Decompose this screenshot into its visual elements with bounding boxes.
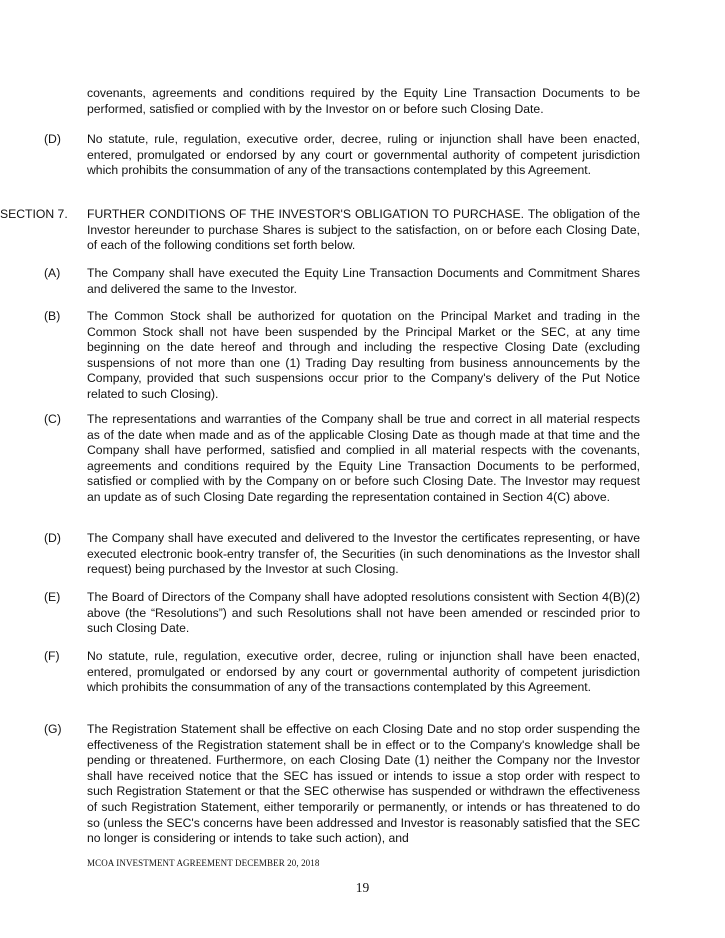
page-number: 19 [355,880,370,895]
section-label: SECTION 7. [0,207,68,221]
paragraph-g: The Registration Statement shall be effective on each Closing Date and no stop order suspending the effectiveness of the Registration statement shall be in effect or to the Company's knowledge shall be pending or threatened. Furthermore, on each Closing Date (1) neither the Company nor the Investor shall have received notice that the SEC has issued or intends to issue a stop order with respect to such Registration Statement or that the SEC otherwise has suspended or withdrawn the effectiveness of such Registration Statement, either temporarily or permanently, or intends or has threatened to do so (unless the SEC's concerns have been addressed and Investor is reasonably satisfied that the SEC no longer is considering or intends to take such action), and [87,722,640,846]
paragraph-b: The Common Stock shall be authorized for quotation on the Principal Market and trading in the Common Stock shall not have been suspended by the Principal Market or the SEC, at any time beginning on the date hereof and through and including the respective Closing Date (excluding suspensions of not more than one (1) Trading Day resulting from business announcements by the Company, provided that such suspensions occur prior to the Company's delivery of the Put Notice related to such Closing). [87,309,640,401]
paragraph-e: The Board of Directors of the Company shall have adopted resolutions consistent with Section 4(B)(2) above (the “Resolutions”) and such Resolutions shall not have been amended or rescinded prior to such Closing Date. [87,590,640,636]
paragraph-f: No statute, rule, regulation, executive order, decree, ruling or injunction shall have been enacted, entered, promulgated or endorsed by any court or governmental authority of competent jurisdiction which prohibits the consummation of any of the transactions contemplated by this Agreement. [87,649,640,695]
item-label-d: (D) [44,132,61,146]
document-footer: MCOA INVESTMENT AGREEMENT DECEMBER 20, 2018 [87,858,320,868]
paragraph-a: The Company shall have executed the Equity Line Transaction Documents and Commitment Shares and delivered the same to the Investor. [87,266,640,296]
section-7-paragraph: FURTHER CONDITIONS OF THE INVESTOR'S OBLIGATION TO PURCHASE. The obligation of the Investor hereunder to purchase Shares is subject to the satisfaction, on or before each Closing Date, of each of the following conditions set forth below. [87,207,640,253]
paragraph-d2: The Company shall have executed and delivered to the Investor the certificates representing, or have executed electronic book-entry transfer of, the Securities (in such denominations as the Investor shall request) being purchased by the Investor at such Closing. [87,531,640,577]
paragraph-continuation: covenants, agreements and conditions required by the Equity Line Transaction Documents to be performed, satisfied or complied with by the Investor on or before such Closing Date. [87,86,640,116]
item-label-c: (C) [44,412,61,426]
item-label-f: (F) [44,649,60,663]
item-label-g: (G) [44,722,62,736]
item-label-d2: (D) [44,531,61,545]
item-label-a: (A) [44,266,61,280]
paragraph-d: No statute, rule, regulation, executive order, decree, ruling or injunction shall have been enacted, entered, promulgated or endorsed by any court or governmental authority of competent jurisdiction which prohibits the consummation of any of the transactions contemplated by this Agreement. [87,132,640,178]
item-label-e: (E) [44,590,61,604]
item-label-b: (B) [44,309,61,323]
paragraph-c: The representations and warranties of the Company shall be true and correct in all material respects as of the date when made and as of the applicable Closing Date as though made at that time and the Company shall have performed, satisfied and complied in all material respects with the covenants, agreements and conditions required by the Equity Line Transaction Documents to be performed, satisfied or complied with by the Company on or before such Closing Date. The Investor may request an update as of such Closing Date regarding the representation contained in Section 4(C) above. [87,412,640,504]
